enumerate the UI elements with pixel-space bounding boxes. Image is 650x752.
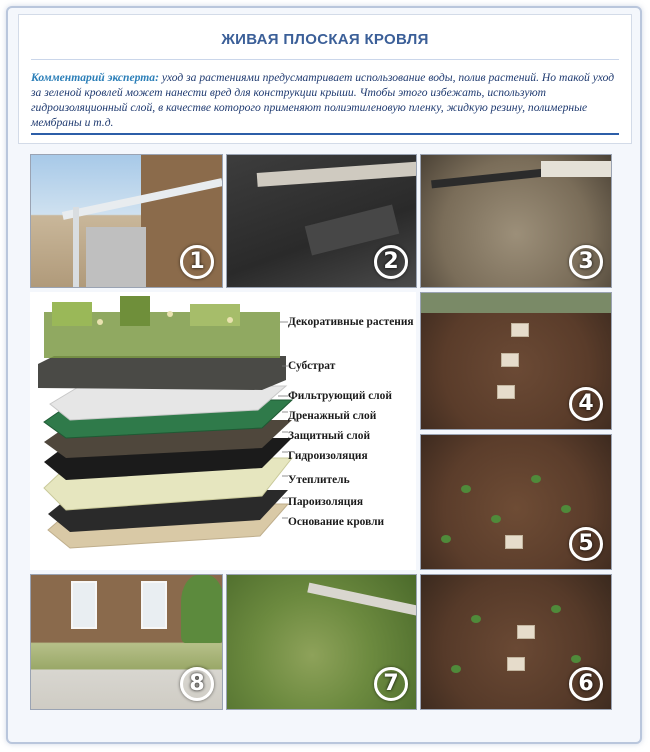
- stepping-tile: [517, 625, 535, 639]
- photo-step-7: [226, 574, 417, 710]
- step-number-8: 8: [180, 667, 214, 701]
- layer-label-vapor: Пароизоляция: [288, 496, 364, 508]
- stepping-tile: [507, 657, 525, 671]
- layer-substrate-shape: [38, 356, 286, 390]
- title-divider: [31, 59, 619, 60]
- comment-lead: Комментарий эксперта:: [31, 71, 159, 84]
- photo-step-8: [30, 574, 223, 710]
- step-number-6: 6: [569, 667, 603, 701]
- photo-step-3: [420, 154, 612, 288]
- step-number-5: 5: [569, 527, 603, 561]
- roof-edge: [257, 161, 417, 187]
- layer-label-insulation: Утеплитель: [288, 474, 350, 486]
- photo-step-1: [30, 154, 223, 288]
- photo-step-4: [420, 292, 612, 430]
- layer-label-filter: Фильтрующий слой: [288, 390, 392, 402]
- seedling: [531, 475, 541, 483]
- stepping-tile: [511, 323, 529, 337]
- garden-border: [421, 293, 612, 313]
- block-wall: [86, 227, 146, 288]
- step-number-4: 4: [569, 387, 603, 421]
- seedling: [551, 605, 561, 613]
- photo-step-6: [420, 574, 612, 710]
- layer-label-substrate: Субстрат: [288, 360, 336, 372]
- material-bags: [541, 161, 611, 177]
- stepping-tile: [505, 535, 523, 549]
- step-number-1: 1: [180, 245, 214, 279]
- layer-plants-shape: [44, 296, 280, 358]
- step-number-7: 7: [374, 667, 408, 701]
- photo-step-2: [226, 154, 417, 288]
- stepping-tile: [501, 353, 519, 367]
- photo-step-5: [420, 434, 612, 570]
- layer-label-base: Основание кровли: [288, 516, 385, 528]
- step-number-2: 2: [374, 245, 408, 279]
- house-window: [71, 581, 97, 629]
- layer-label-plants: Декоративные растения: [288, 316, 414, 328]
- stepping-tile: [497, 385, 515, 399]
- layer-label-waterproof: Гидроизоляция: [288, 450, 368, 462]
- seedling: [571, 655, 581, 663]
- comment-divider: [31, 133, 619, 135]
- seedling: [491, 515, 501, 523]
- page-title: ЖИВАЯ ПЛОСКАЯ КРОВЛЯ: [221, 31, 429, 48]
- house-window: [141, 581, 167, 629]
- roof-edge: [307, 583, 417, 618]
- tree: [181, 575, 223, 643]
- layer-label-drainage: Дренажный слой: [288, 410, 377, 422]
- comment-text: уход за растениями предусматривает использование воды, полив растений. Но такой уход за зеленой кровлей может нанести вред для конструкции крыши. Чтобы этого избежать, используют гидроизоляционный слой, в качестве которого применяют полиэтиленовую пленку, жидкую резину, полимерные мембраны и т.д.: [31, 71, 615, 129]
- seedling: [471, 615, 481, 623]
- expert-comment: [31, 70, 619, 130]
- seedling: [451, 665, 461, 673]
- seedling: [441, 535, 451, 543]
- seedling: [561, 505, 571, 513]
- support-post: [73, 207, 79, 288]
- seedling: [461, 485, 471, 493]
- step-number-3: 3: [569, 245, 603, 279]
- layer-label-protective: Защитный слой: [288, 430, 371, 442]
- header-panel: [18, 14, 632, 144]
